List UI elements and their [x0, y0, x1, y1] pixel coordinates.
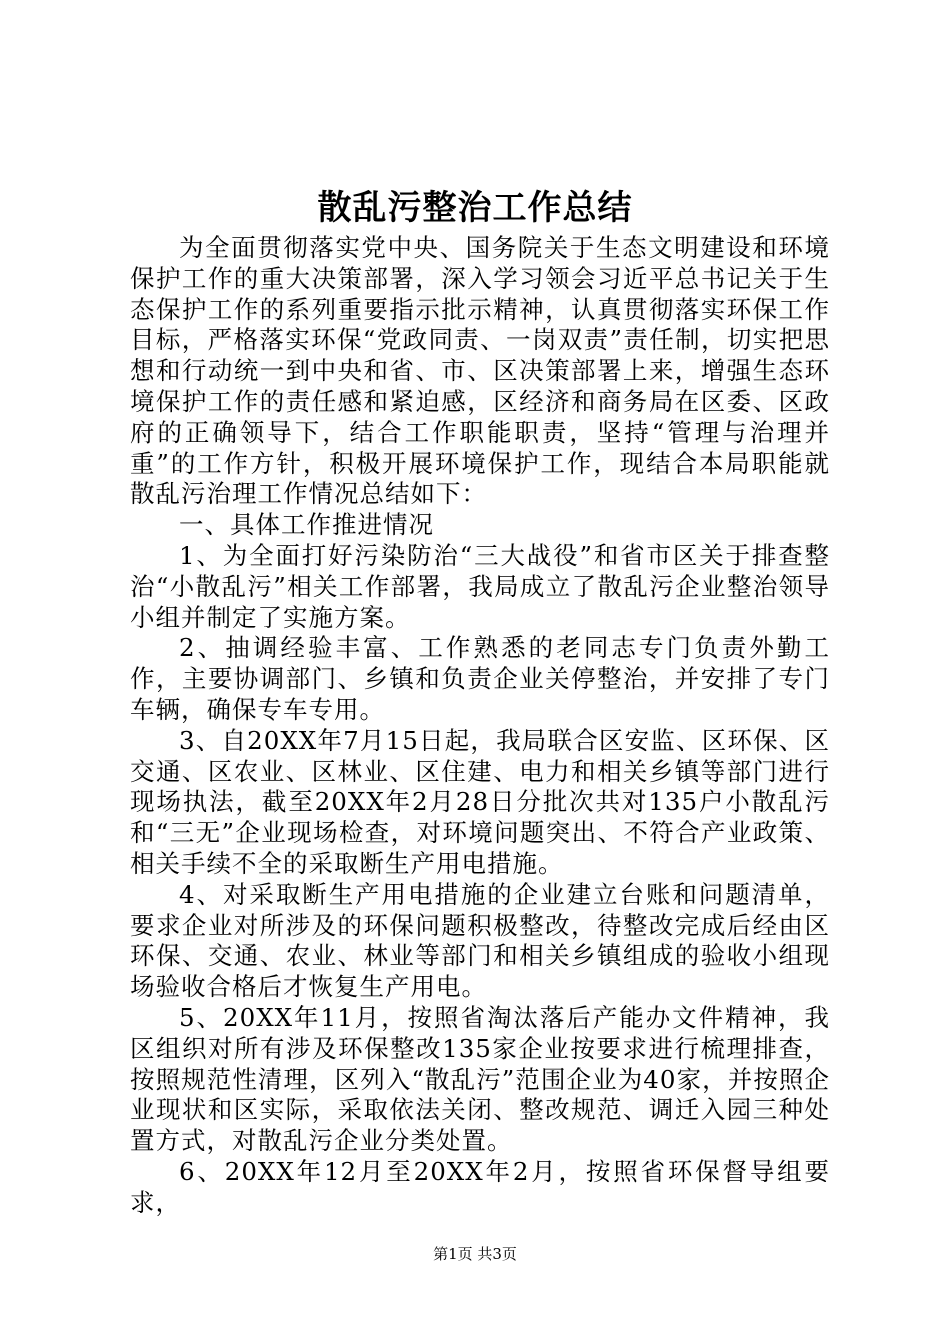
paragraph-item-6: 6、20XX年12月至20XX年2月，按照省环保督导组要求， [130, 1156, 830, 1217]
section-heading: 一、具体工作推进情况 [179, 510, 434, 540]
paragraph-item-3: 3、自20XX年7月15日起，我局联合区安监、区环保、区交通、区农业、区林业、区住建、电力和相关乡镇等部门进行现场执法，截至20XX年2月28日分批次共对135户小散乱污和“三无”企业现场检查，对环境问题突出、不符合产业政策、相关手续不全的采取断生产用电措施。 [130, 725, 830, 878]
paragraph-item-5: 5、20XX年11月，按照省淘汰落后产能办文件精神，我区组织对所有涉及环保整改135家企业按要求进行梳理排查，按照规范性清理，区列入“散乱污”范围企业为40家，并按照企业现状和区实际，采取依法关闭、整改规范、调迁入园三种处置方式，对散乱污企业分类处置。 [130, 1002, 830, 1156]
paragraph-item-2: 2、抽调经验丰富、工作熟悉的老同志专门负责外勤工作，主要协调部门、乡镇和负责企业关停整治，并安排了专门车辆，确保专车专用。 [130, 633, 830, 724]
paragraph-intro: 为全面贯彻落实党中央、国务院关于生态文明建设和环境保护工作的重大决策部署，深入学习领会习近平总书记关于生态保护工作的系列重要指示批示精神，认真贯彻落实环保工作目标，严格落实环保“党政同责、一岗双责”责任制，切实把思想和行动统一到中央和省、市、区决策部署上来，增强生态环境保护工作的责任感和紧迫感，区经济和商务局在区委、区政府的正确领导下，结合工作职能职责，坚持“管理与治理并重”的工作方针，积极开展环境保护工作，现结合本局职能就散乱污治理工作情况总结如下： [130, 233, 830, 509]
document-title: 散乱污整治工作总结 [317, 188, 633, 228]
page-footer: 第1页 共3页 [433, 1245, 517, 1263]
paragraph-item-4: 4、对采取断生产用电措施的企业建立台账和问题清单，要求企业对所涉及的环保问题积极整改，待整改完成后经由区环保、交通、农业、林业等部门和相关乡镇组成的验收小组现场验收合格后才恢复生产用电。 [130, 879, 830, 1002]
paragraph-item-1: 1、为全面打好污染防治“三大战役”和省市区关于排查整治“小散乱污”相关工作部署，我局成立了散乱污企业整治领导小组并制定了实施方案。 [130, 540, 830, 632]
document-body [130, 233, 830, 1219]
